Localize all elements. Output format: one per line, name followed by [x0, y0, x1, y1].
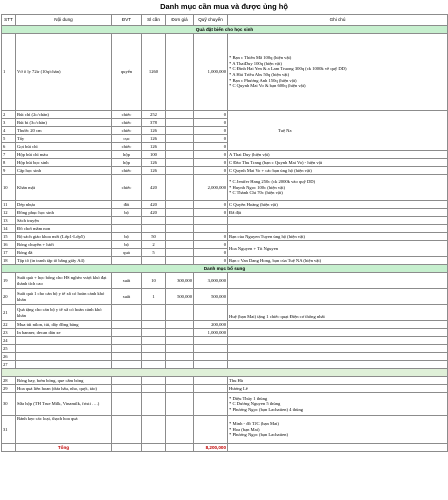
cell-qty: 2: [142, 241, 166, 249]
note-line: * Bạn c Phương Anh 150q (hiện vật): [229, 77, 297, 83]
cell-name: Sữa hộp (TH True Milk, Vinamilk, fristi ….): [16, 393, 112, 416]
cell-name: Bút bi (3c/chăn): [16, 119, 112, 127]
cell-unit: bộ: [112, 241, 142, 249]
cell-price: [166, 111, 194, 119]
cell-name: Tập tô (in tranh tập tô bằng giấy A4): [16, 257, 112, 265]
cell-qty: 1: [142, 289, 166, 305]
cell-stt: 27: [2, 361, 16, 369]
table-row: [2, 329, 448, 337]
cell-name: Bút chì (2c/chăn): [16, 111, 112, 119]
note-line: * C Thành Chi 70c (hiện vật): [229, 190, 283, 196]
cell-note: [228, 416, 448, 444]
table-row: [2, 361, 448, 369]
cell-fund: 0: [194, 151, 228, 159]
note-line: * C Dương Nguyen 5 thùng: [229, 401, 281, 407]
note-line: * Diệu Thúy 1 thùng: [229, 395, 268, 401]
cell-note: Bạn của Nguyen Tuyen ủng hộ (hiện vật): [228, 233, 448, 241]
note-line: * Phương Ngọc (bạn Lachatien): [229, 432, 289, 438]
cell-unit: suất: [112, 289, 142, 305]
cell-stt: 11: [2, 201, 16, 209]
cell-note: Bạn c Van Dang Hong, bạn của Tuệ NA (hiện vật): [228, 257, 448, 265]
cell-fund: 500,000: [194, 289, 228, 305]
table-row: [2, 353, 448, 361]
cell-fund: 0: [194, 249, 228, 257]
cell-name: Đồ chơi mầm non: [16, 225, 112, 233]
cell-note: Huệ (bạn Mai) tặng 1 chiếc quạt Điện cơ thống nhất: [228, 305, 448, 321]
header-unit: ĐVT: [112, 15, 142, 26]
cell-fund: 1,000,000: [194, 34, 228, 111]
cell-unit: hộp: [112, 159, 142, 167]
items-table: [1, 14, 448, 452]
cell-price: [166, 167, 194, 175]
section-header: [2, 265, 448, 273]
cell-name: Gọt bút chì: [16, 143, 112, 151]
table-header: [2, 15, 448, 26]
header-name: Nội dung: [16, 15, 112, 26]
cell-note: Đã đặt: [228, 209, 448, 217]
cell-unit: bộ: [112, 233, 142, 241]
cell-name: Suất quà 1 cho cán bộ y tế xã có hoàn cảnh khó khăn: [16, 289, 112, 305]
table-row: [2, 273, 448, 289]
table-row: [2, 151, 448, 159]
cell-stt: 7: [2, 151, 16, 159]
cell-name: In banner, decan dán xe: [16, 329, 112, 337]
cell-name: Bánh kẹo các loại, thạch hoa quả: [16, 416, 112, 444]
cell-stt: 28: [2, 377, 16, 385]
cell-stt: 2: [2, 111, 16, 119]
cell-stt: 24: [2, 337, 16, 345]
table-row: [2, 225, 448, 233]
table-row: [2, 34, 448, 111]
cell-stt: 21: [2, 305, 16, 321]
cell-price: [166, 119, 194, 127]
note-line: * C Đinh Hai Yen & a Lam Truong 300q (ck 1000k về quỹ DD): [229, 66, 347, 72]
cell-unit: quả: [112, 249, 142, 257]
table-row: [2, 217, 448, 225]
cell-qty: 100: [142, 151, 166, 159]
cell-stt: 30: [2, 393, 16, 416]
cell-note: Thu Hà: [228, 377, 448, 385]
cell-unit: chiếc: [112, 111, 142, 119]
table-row: [2, 337, 448, 345]
note-line: * Minh - đồ TJC (bạn Mai): [229, 421, 279, 427]
table-row: [2, 241, 448, 249]
cell-note: Hoa Nguyen + Tit Nguyen: [228, 241, 448, 257]
cell-fund: 3,000,000: [194, 273, 228, 289]
note-line: * A Hải Triều Abs 50q (hiện vật): [229, 72, 290, 77]
cell-unit: chiếc: [112, 175, 142, 201]
cell-name: Cặp học sinh: [16, 167, 112, 175]
cell-note: Hương Lê: [228, 385, 448, 393]
cell-note: A Thai Duy (hiện vật): [228, 151, 448, 159]
cell-name: Bóng đá: [16, 249, 112, 257]
cell-fund: 0: [194, 143, 228, 151]
cell-stt: 8: [2, 159, 16, 167]
cell-note: C Quyên Hoàng (hiện vật): [228, 201, 448, 209]
cell-name: Sách truyện: [16, 217, 112, 225]
table-row: [2, 257, 448, 265]
cell-name: Bóng bay, bơm bóng, que cắm bóng: [16, 377, 112, 385]
cell-note: C Quynh Mai Vo + các bạn ủng hộ (hiện vật): [228, 167, 448, 175]
total-value: 8,200,000: [194, 444, 228, 452]
cell-fund: 0: [194, 233, 228, 241]
table-row: [2, 159, 448, 167]
table-row: [2, 416, 448, 444]
cell-qty: 420: [142, 209, 166, 217]
cell-name: Suất quà + học bổng cho HS nghèo vượt khó đạt thành tích cao: [16, 273, 112, 289]
cell-name: Quà tặng cho cán bộ y tế xã có hoàn cảnh khó khăn: [16, 305, 112, 321]
cell-price: [166, 241, 194, 249]
note-line: * Phương Ngọc (bạn Lachatien) 4 thùng: [229, 406, 304, 412]
cell-fund: 0: [194, 241, 228, 249]
table-row: [2, 385, 448, 393]
cell-stt: 25: [2, 345, 16, 353]
total-row: [2, 444, 448, 452]
cell-fund: 0: [194, 201, 228, 209]
cell-name: Đồng phục học sinh: [16, 209, 112, 217]
cell-fund: 1,000,000: [194, 329, 228, 337]
table-row: [2, 167, 448, 175]
cell-fund: 0: [194, 127, 228, 135]
total-label: Tổng: [16, 444, 112, 452]
cell-unit: chiếc: [112, 127, 142, 135]
cell-stt: 12: [2, 209, 16, 217]
cell-qty: 126: [142, 127, 166, 135]
cell-fund: 0: [194, 209, 228, 217]
cell-fund: 2,000,000: [194, 175, 228, 201]
cell-stt: 15: [2, 233, 16, 241]
table-row: [2, 377, 448, 385]
cell-stt: 31: [2, 416, 16, 444]
cell-qty: 50: [142, 233, 166, 241]
cell-stt: 10: [2, 175, 16, 201]
table-row: [2, 209, 448, 217]
cell-name: Tẩy: [16, 135, 112, 143]
cell-stt: 6: [2, 143, 16, 151]
cell-stt: 16: [2, 241, 16, 249]
cell-qty: 420: [142, 175, 166, 201]
cell-note: C Đào Thu Trang (bạn c Quynh Mai Vo) - hiện vật: [228, 159, 448, 167]
cell-qty: 1260: [142, 34, 166, 111]
cell-price: [166, 233, 194, 241]
cell-unit: suất: [112, 273, 142, 289]
cell-unit: bộ: [112, 209, 142, 217]
section-title: Quà đặt biển cho học sinh: [2, 26, 448, 34]
table-row: [2, 289, 448, 305]
cell-unit: chiếc: [112, 167, 142, 175]
cell-fund: 0: [194, 111, 228, 119]
cell-qty: 10: [142, 273, 166, 289]
cell-name: Dép nhựa: [16, 201, 112, 209]
cell-name: Mua túi nilon, túi, dây đồng băng: [16, 321, 112, 329]
cell-qty: 5: [142, 249, 166, 257]
cell-note: [228, 34, 448, 111]
cell-fund: 0: [194, 167, 228, 175]
table-row: [2, 175, 448, 201]
cell-fund: 0: [194, 135, 228, 143]
cell-qty: 126: [142, 143, 166, 151]
cell-price: [166, 135, 194, 143]
note-line: * A ThaiDuy 100q (hiện vật): [229, 60, 282, 66]
note-line: * Bạn c Thiên Mã 100q (hiện vật): [229, 55, 292, 61]
cell-stt: 13: [2, 217, 16, 225]
cell-qty: 126: [142, 167, 166, 175]
header-fund: Quỹ chuyển: [194, 15, 228, 26]
cell-price: [166, 209, 194, 217]
cell-unit: đôi: [112, 201, 142, 209]
table-row: [2, 345, 448, 353]
cell-price: [166, 151, 194, 159]
cell-note: [228, 393, 448, 416]
cell-price: [166, 34, 194, 111]
cell-unit: cục: [112, 135, 142, 143]
cell-stt: 4: [2, 127, 16, 135]
note-line: * Huynh Ngoc 100c (hiện vật): [229, 184, 286, 190]
cell-stt: 3: [2, 119, 16, 127]
cell-qty: 126: [142, 135, 166, 143]
section-title: Danh mục bổ sung: [2, 265, 448, 273]
cell-name: Hoa quả liên hoan (dưa hấu, nho, quýt, táo): [16, 385, 112, 393]
cell-name: Vở ô ly 72tr (10q/chăn): [16, 34, 112, 111]
note-line: * C Jenifer Hang 250c (ck 2000k vào quỹ DD): [229, 179, 316, 185]
cell-note: Tuệ Na: [228, 111, 448, 151]
cell-stt: 17: [2, 249, 16, 257]
table-row: [2, 201, 448, 209]
table-row: [2, 393, 448, 416]
cell-price: [166, 159, 194, 167]
cell-price: [166, 143, 194, 151]
table-row: [2, 111, 448, 119]
cell-name: Khăn mặt: [16, 175, 112, 201]
divider-row: [2, 369, 448, 377]
cell-price: [166, 249, 194, 257]
header-qty: Sl cần: [142, 15, 166, 26]
cell-stt: 14: [2, 225, 16, 233]
cell-qty: 378: [142, 119, 166, 127]
table-row: [2, 305, 448, 321]
cell-fund: 0: [194, 119, 228, 127]
table-row: [2, 321, 448, 329]
cell-stt: 9: [2, 167, 16, 175]
cell-unit: hộp: [112, 151, 142, 159]
note-line: * C Quynh Mai Vo & bạn 600q (hiện vật): [229, 83, 306, 89]
cell-qty: 126: [142, 159, 166, 167]
cell-qty: 252: [142, 111, 166, 119]
cell-name: Bộ sách giáo khoa mới (Lớp1-Lớp5): [16, 233, 112, 241]
note-line: * Hoa (bạn Mai): [229, 426, 260, 432]
cell-price: 500,000: [166, 289, 194, 305]
cell-note: [228, 175, 448, 201]
header-price: Đơn giá: [166, 15, 194, 26]
cell-unit: chiếc: [112, 119, 142, 127]
cell-name: Hộp bút bọc sinh: [16, 159, 112, 167]
section-header: [2, 26, 448, 34]
cell-unit: chiếc: [112, 143, 142, 151]
cell-price: [166, 127, 194, 135]
cell-stt: 1: [2, 34, 16, 111]
cell-name: Bóng chuyền + lưới: [16, 241, 112, 249]
cell-stt: 26: [2, 353, 16, 361]
cell-stt: 18: [2, 257, 16, 265]
cell-fund: 0: [194, 159, 228, 167]
table-row: [2, 233, 448, 241]
cell-price: [166, 201, 194, 209]
cell-stt: 20: [2, 289, 16, 305]
cell-name: Thước 20 cm: [16, 127, 112, 135]
page-title: Danh mục cần mua và được ủng hộ: [160, 2, 288, 11]
cell-unit: quyển: [112, 34, 142, 111]
cell-price: [166, 175, 194, 201]
header-note: Ghi chú: [228, 15, 448, 26]
cell-stt: 29: [2, 385, 16, 393]
cell-stt: 22: [2, 321, 16, 329]
cell-stt: 19: [2, 273, 16, 289]
header-stt: STT: [2, 15, 16, 26]
cell-fund: 200,000: [194, 321, 228, 329]
cell-stt: 23: [2, 329, 16, 337]
cell-qty: 420: [142, 201, 166, 209]
cell-fund: 0: [194, 257, 228, 265]
cell-name: Hộp bút chì màu: [16, 151, 112, 159]
cell-stt: 5: [2, 135, 16, 143]
cell-price: 300,000: [166, 273, 194, 289]
